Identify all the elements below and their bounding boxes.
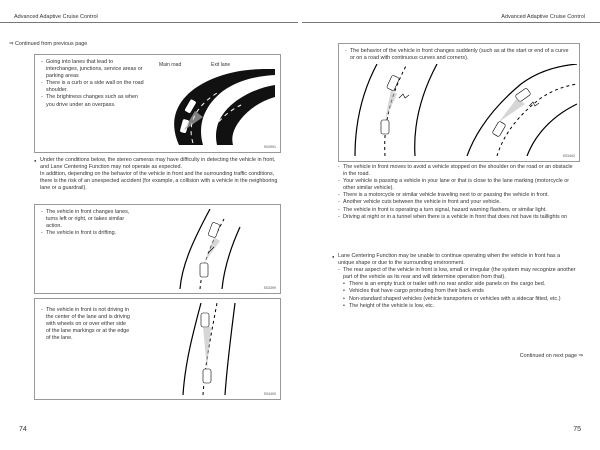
dot-item: • The height of the vehicle is low, etc.: [343, 303, 576, 310]
drifting-vehicle-illustration: [170, 209, 250, 289]
figure-sudden-change-box: [338, 43, 580, 162]
left-header-rule: [0, 22, 298, 23]
bullet-text: ● Under the conditions below, the stereo cameras may have difficulty in detecting the vehicle in front, and Lane Centering Function may not operate as expected.: [34, 157, 280, 171]
list-item: - There is a curb or a side wall on the road shoulder.: [41, 80, 146, 94]
list-item: - Another vehicle cuts between the vehicle in front and your vehicle.: [338, 199, 576, 206]
right-bullet-block: [332, 253, 576, 310]
list-item: - The vehicle in front is operating a turn signal, hazard warning flashers, or similar light.: [338, 207, 576, 214]
figure-code: S03402: [562, 154, 575, 158]
list-item: - Going into lanes that lead to interchanges, junctions, service areas or parking areas: [41, 59, 146, 80]
sudden-change-illustration: [341, 64, 577, 156]
figure-drifting-box: [34, 204, 281, 294]
figure-label-exit-lane: Exit lane: [211, 62, 231, 68]
figure-code: S03399: [263, 286, 276, 290]
right-header-rule: [302, 22, 600, 23]
right-page-number: 75: [573, 426, 581, 433]
dot-item: • Non-standard shaped vehicles (vehicle transporters or vehicles with a sidecar fitted, etc.): [343, 296, 576, 303]
list-item: - The rear aspect of the vehicle in front is low, small or irregular (the system may recognize another part of the vehicle as its rear and will determine operation from that).: [338, 267, 576, 281]
list-item: - The brightness changes such as when you drive under an overpass.: [41, 94, 146, 108]
list-item: - Your vehicle is passing a vehicle in your lane or that is close to the lane marking (motorcycle or other similar vehicle).: [338, 178, 576, 192]
bullet-text: ● Lane Centering Function may be unable to continue operating when the vehicle in front has a unique shape or due to the surrounding environment.: [332, 253, 576, 267]
right-header-title: Advanced Adaptive Cruise Control: [501, 14, 585, 20]
left-list-2: [41, 209, 141, 237]
figure-label-main-road: Main road: [159, 62, 182, 68]
figure-code: S03400: [263, 392, 276, 396]
dot-list: [338, 281, 576, 309]
left-bullet-paragraph: [34, 157, 280, 192]
right-main-list: [338, 164, 576, 221]
figure-code: S03991: [263, 145, 276, 149]
left-header-title: Advanced Adaptive Cruise Control: [14, 14, 98, 20]
list-item: - The vehicle in front is not driving in the center of the lane and is driving with wheels on or over either side of the lane markings or at the edge of the lane.: [41, 307, 131, 342]
left-page-number: 74: [19, 426, 27, 433]
figure-lane-edge-box: [34, 298, 281, 400]
continued-on-next-page: Continued on next page ⇒: [519, 353, 583, 359]
list-item: - Driving at night or in a tunnel when there is a vehicle in front that does not have its taillights on: [338, 214, 576, 221]
continued-from-previous: ⇒ Continued from previous page: [9, 41, 88, 47]
list-item: - The vehicle in front moves to avoid a vehicle stopped on the shoulder on the road or an obstacle in the road.: [338, 164, 576, 178]
list-item: - The vehicle in front is drifting.: [41, 230, 141, 237]
list-item: - There is a motorcycle or similar vehicle traveling next to or passing the vehicle in front.: [338, 192, 576, 199]
dot-item: • There is an empty truck or trailer with no rear and/or side panels on the cargo bed.: [343, 281, 576, 288]
lane-edge-illustration: [175, 303, 255, 395]
list-item: - The vehicle in front changes lanes, turns left or right, or takes similar action.: [41, 209, 141, 230]
dot-item: • Vehicles that have cargo protruding from their back ends: [343, 288, 576, 295]
right-list-top: [345, 48, 571, 62]
left-list-3: [41, 307, 131, 342]
list-item: - The behavior of the vehicle in front changes suddenly (such as at the start or end of a curve or on a road with continuous curves and corners).: [345, 48, 571, 62]
figure-exit-lane-box: [34, 54, 281, 153]
paragraph-text: In addition, depending on the behavior of the vehicle in front and the surrounding traffic conditions, there is the risk of an unexpected accident (for example, a collision with a vehicle in the neighboring lane or a guardrail).: [40, 171, 278, 192]
left-list-1: [41, 59, 146, 109]
exit-lane-illustration: [157, 69, 275, 145]
